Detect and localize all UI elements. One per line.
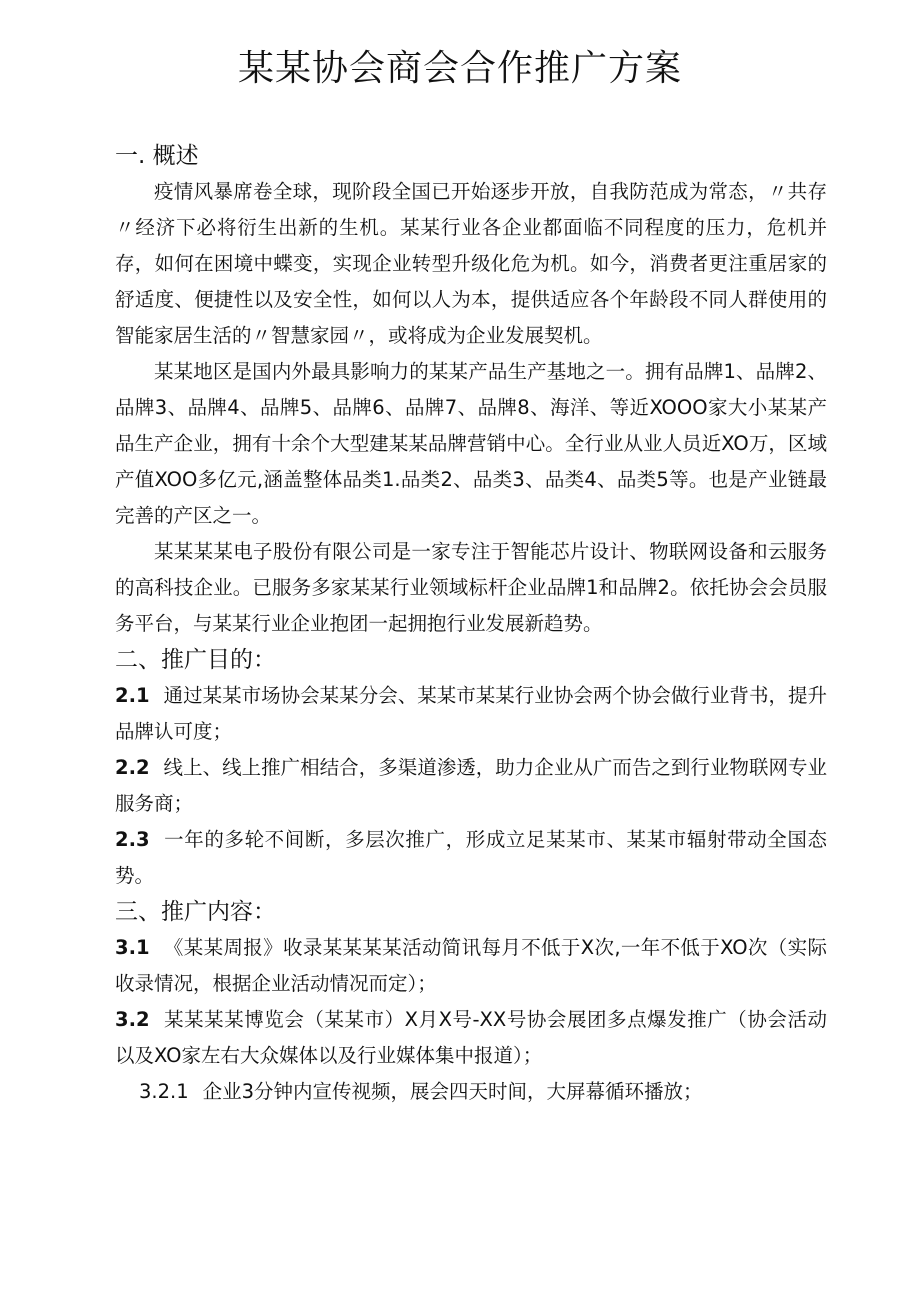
item-text: 通过某某市场协会某某分会、某某市某某行业协会两个协会做行业背书，提升品牌认可度； (115, 684, 827, 743)
item-number: 2.2 (115, 756, 150, 779)
overview-paragraph: 疫情风暴席卷全球，现阶段全国已开始逐步开放，自我防范成为常态，〃共存〃经济下必将衍生出新的生机。某某行业各企业都面临不同程度的压力，危机并存，如何在困境中蝶变，实现企业转型升级化危为机。如今，消费者更注重居家的舒适度、便捷性以及安全性，如何以人为本，提供适应各个年龄段不同人群使用的智能家居生活的〃智慧家园〃，或将成为企业发展契机。 (115, 180, 827, 347)
overview-paragraph: 某某地区是国内外最具影响力的某某产品生产基地之一。拥有品牌1、品牌2、品牌3、品牌4、品牌5、品牌6、品牌7、品牌8、海洋、等近XOOO家大小某某产品生产企业，拥有十余个大型建某某品牌营销中心。全行业从业人员近XO万，区域产值XOO多亿元,涵盖整体品类1.品类2、品类3、品类4、品类5等。也是产业链最完善的产区之一。 (115, 360, 827, 527)
purpose-item (115, 822, 827, 894)
overview-paragraph: 某某某某电子股份有限公司是一家专注于智能芯片设计、物联网设备和云服务的高科技企业。已服务多家某某行业领域标杆企业品牌1和品牌2。依托协会会员服务平台，与某某行业企业抱团一起拥抱行业发展新趋势。 (115, 540, 827, 635)
purpose-item (115, 750, 827, 822)
section-heading-content: 三、推广内容： (115, 899, 276, 925)
item-text: 某某某某博览会（某某市）X月X号-XX号协会展团多点爆发推广（协会活动以及XO家左右大众媒体以及行业媒体集中报道）； (115, 1008, 827, 1067)
item-text: 一年的多轮不间断，多层次推广，形成立足某某市、某某市辐射带动全国态势。 (115, 828, 827, 887)
item-text: 《某某周报》收录某某某某活动简讯每月不低于X次,一年不低于XO次（实际收录情况，根据企业活动情况而定）； (115, 936, 827, 995)
section-heading-purpose: 二、推广目的： (115, 647, 276, 673)
item-number: 3.2 (115, 1008, 150, 1031)
content-item (115, 1002, 827, 1074)
document-body (115, 138, 827, 1110)
item-number: 2.1 (115, 684, 150, 707)
item-number: 3.1 (115, 936, 150, 959)
item-text: 线上、线上推广相结合，多渠道渗透，助力企业从广而告之到行业物联网专业服务商； (115, 756, 827, 815)
section-heading-overview: 一. 概述 (115, 143, 199, 169)
content-subitem (115, 1074, 827, 1110)
item-number: 2.3 (115, 828, 150, 851)
subitem-number: 3.2.1 (139, 1080, 189, 1103)
content-item (115, 930, 827, 1002)
subitem-text: 企业3分钟内宣传视频，展会四天时间，大屏幕循环播放； (202, 1080, 703, 1103)
document-title: 某某协会商会合作推广方案 (237, 48, 682, 89)
purpose-item (115, 678, 827, 750)
